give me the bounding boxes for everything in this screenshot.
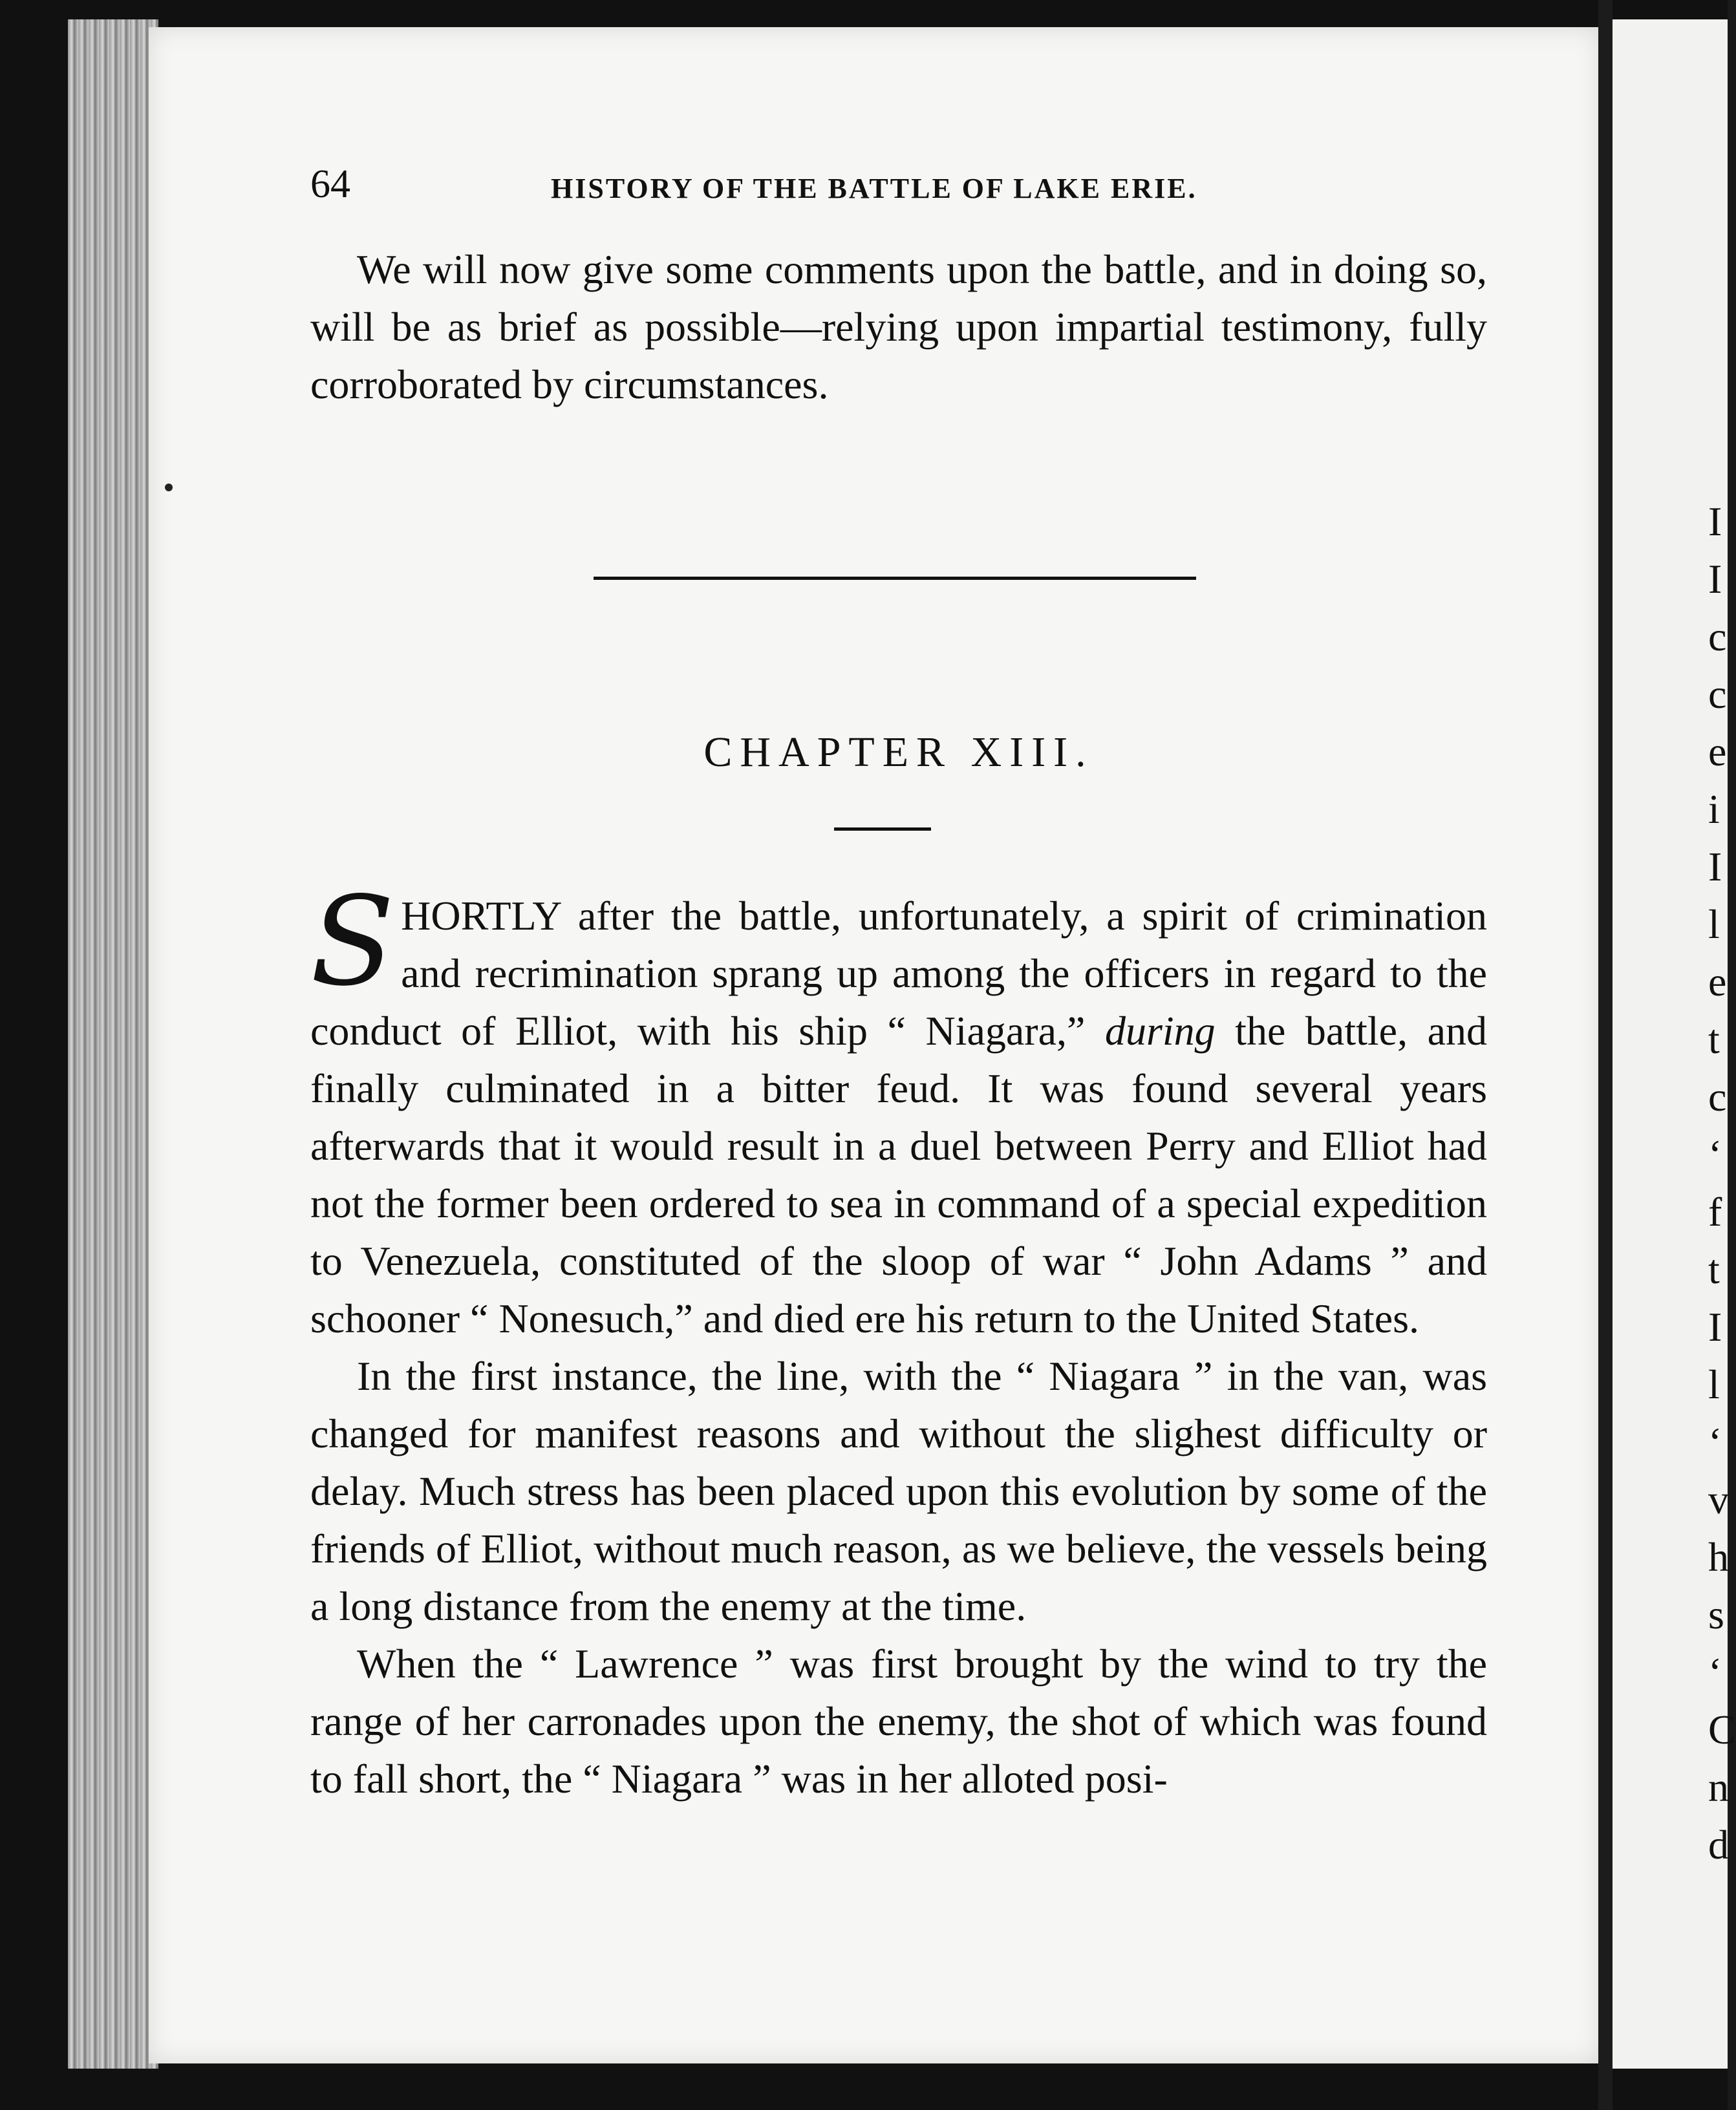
facing-page-letter: e bbox=[1708, 729, 1727, 774]
facing-page-letter: c bbox=[1708, 671, 1727, 717]
facing-page-letter: t bbox=[1708, 1246, 1720, 1292]
facing-page-letter: d bbox=[1708, 1822, 1729, 1868]
facing-page-letter: s bbox=[1708, 1592, 1724, 1637]
facing-page-letter: t bbox=[1708, 1016, 1720, 1062]
facing-page-letter: f bbox=[1708, 1189, 1722, 1235]
facing-page-edge bbox=[1613, 19, 1736, 2069]
facing-page-letter: I bbox=[1708, 844, 1722, 890]
facing-page-letter: l bbox=[1708, 1361, 1720, 1407]
section-separator-rule bbox=[594, 577, 1196, 580]
chapter-body bbox=[310, 870, 1488, 1807]
facing-page-letter: e bbox=[1708, 959, 1727, 1005]
page-number: 64 bbox=[310, 162, 350, 206]
paragraph-1-lead: HORTLY bbox=[401, 893, 561, 939]
intro-text-block bbox=[310, 240, 1487, 413]
facing-page-letter: i bbox=[1708, 786, 1720, 832]
facing-page-letter: ‘ bbox=[1708, 1131, 1722, 1177]
paragraph-1 bbox=[310, 870, 1488, 1347]
chapter-title: CHAPTER XIII. bbox=[703, 729, 1094, 776]
facing-page-letter: n bbox=[1708, 1764, 1729, 1810]
facing-page-letter: C bbox=[1708, 1707, 1736, 1753]
facing-page-letter: I bbox=[1708, 498, 1722, 544]
facing-page-letter: I bbox=[1708, 556, 1722, 602]
paragraph-1-italic: during bbox=[1104, 1008, 1216, 1054]
book-gutter bbox=[1598, 0, 1613, 2110]
scan-speck bbox=[165, 484, 173, 491]
facing-page-letter: l bbox=[1708, 901, 1720, 947]
paragraph-1-text-a: after the battle, unfortunately, a spirit of crimination and recrimination sprang up among the officers in regard to the conduct of Elliot, with his ship “ Niagara,” bbox=[310, 893, 1487, 1054]
book-page-edges bbox=[68, 19, 158, 2069]
facing-page-letter: ‘ bbox=[1708, 1419, 1722, 1465]
facing-page-letter: h bbox=[1708, 1534, 1729, 1580]
facing-page-letter: v bbox=[1708, 1476, 1729, 1522]
facing-page-letter: c bbox=[1708, 1074, 1727, 1120]
running-head bbox=[310, 162, 1487, 213]
intro-paragraph: We will now give some comments upon the battle, and in doing so, will be as brief as possible—relying upon impartial testimony, fully corroborated by circumstances. bbox=[310, 246, 1487, 407]
paragraph-3: When the “ Lawrence ” was first brought by the wind to try the range of her carronades upon the enemy, the shot of which was found to fall short, the “ Niagara ” was in her alloted posi- bbox=[310, 1641, 1487, 1802]
drop-cap: S bbox=[310, 870, 395, 1013]
running-title: HISTORY OF THE BATTLE OF LAKE ERIE. bbox=[551, 173, 1197, 204]
chapter-rule bbox=[834, 827, 931, 831]
facing-page-letter: ‘ bbox=[1708, 1649, 1722, 1695]
facing-page-letter: I bbox=[1708, 1304, 1722, 1350]
paragraph-2: In the first instance, the line, with the “ Niagara ” in the van, was changed for manifest reasons and without the slighest difficulty or delay. Much stress has been placed upon this evolution by some of the friends of Elliot, without much reason, as we believe, the vessels being a long distance from the enemy at the time. bbox=[310, 1353, 1487, 1629]
facing-page-letter: c bbox=[1708, 613, 1727, 659]
paragraph-1-text-b: the battle, and finally culminated in a bitter feud. It was found several years afterwards that it would result in a duel between Perry and Elliot had not the former been ordered to sea in command of a special expedition to Venezuela, constituted of the sloop of war “ John Adams ” and schooner “ Nonesuch,” and died ere his return to the United States. bbox=[310, 1008, 1488, 1341]
